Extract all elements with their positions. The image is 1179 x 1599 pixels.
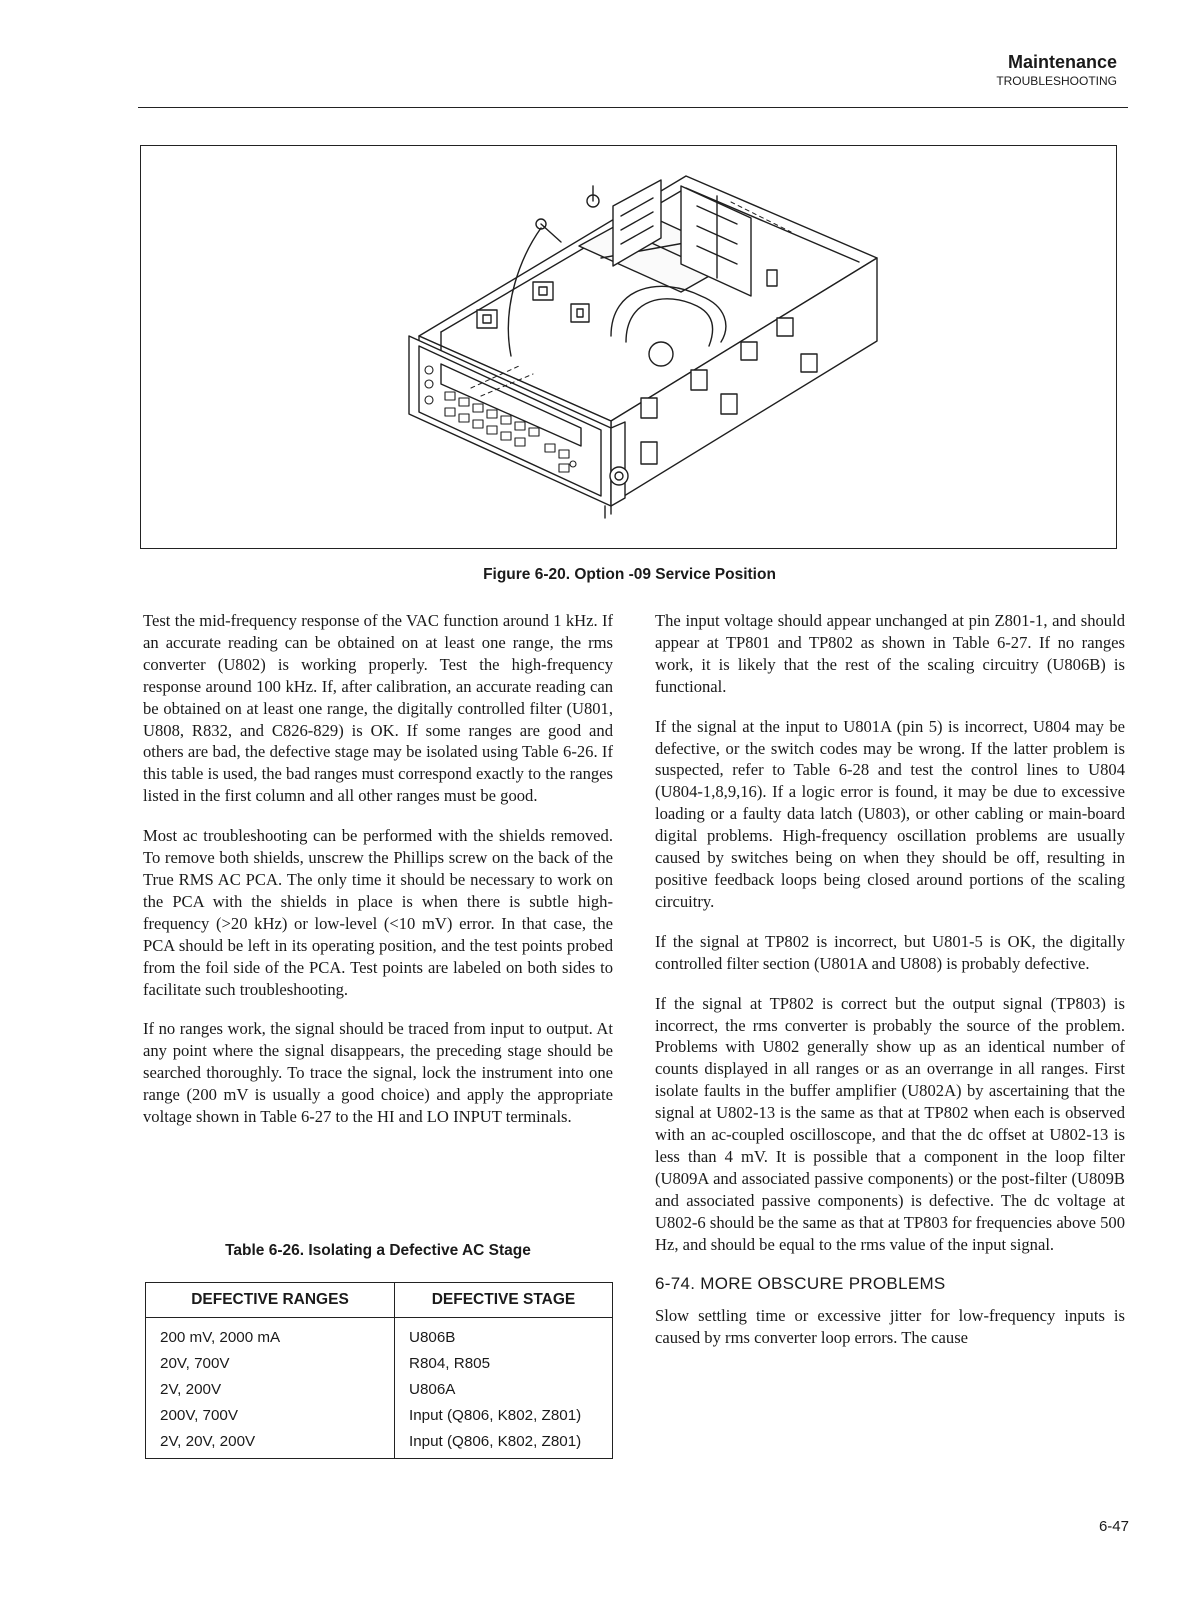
page-number: 6-47 xyxy=(1098,1518,1129,1535)
header-rule xyxy=(138,107,1128,108)
left-column xyxy=(143,610,613,1146)
column-header-stage: DEFECTIVE STAGE xyxy=(395,1283,613,1318)
figure-caption: Figure 6-20. Option -09 Service Position xyxy=(483,566,776,583)
table-cell: R804, R805 xyxy=(395,1350,613,1376)
table-row xyxy=(146,1376,613,1402)
table-cell: 20V, 700V xyxy=(146,1350,395,1376)
table-cell: 200 mV, 2000 mA xyxy=(146,1318,395,1351)
paragraph: If the signal at TP802 is incorrect, but U801-5 is OK, the digitally controlled filter section (U801A and U808) is probably defective. xyxy=(655,931,1125,973)
table-cell: 2V, 20V, 200V xyxy=(146,1428,395,1459)
table-cell: 200V, 700V xyxy=(146,1402,395,1428)
table-row xyxy=(146,1350,613,1376)
table-cell: U806B xyxy=(395,1318,613,1351)
paragraph: If the signal at TP802 is correct but the output signal (TP803) is incorrect, the rms converter is probably the source of the problem. Problems with U802 generally show up as an identical number of counts displayed in all ranges or as an overrange in all ranges. First isolate faults in the buffer amplifier (U802A) by ascertaining that the signal at U802-13 is the same as that at TP802 when each is observed with an ac-coupled oscilloscope, and that the dc offset at U802-13 is less than 4 mV. It is possible that a component in the loop filter (U809A and associated passive components) or the post-filter (U809B and associated passive components) is defective. The dc voltage at U802-6 should be the same as that at TP803 for frequencies above 500 Hz, and should be equal to the rms value of the input signal. xyxy=(655,993,1125,1254)
section-title: Maintenance xyxy=(1007,52,1117,72)
paragraph: Test the mid-frequency response of the VAC function around 1 kHz. If an accurate reading can be obtained on at least one range, the rms converter (U802) is working properly. Test the high-frequency response around 100 kHz. If, after calibration, an accurate reading can be obtained on at least one range, the digitally controlled filter (U801, U808, R832, and C826-829) is OK. If some ranges are good and others are bad, the defective stage may be isolated using Table 6-26. If this table is used, the bad ranges must correspond exactly to the ranges listed in the first column and all other ranges must be good. xyxy=(143,611,613,806)
defective-stage-table xyxy=(145,1282,613,1459)
section-heading: 6-74. MORE OBSCURE PROBLEMS xyxy=(655,1274,946,1294)
table-row xyxy=(146,1318,613,1351)
page-header xyxy=(996,52,1117,88)
table-row xyxy=(146,1428,613,1459)
table-cell: U806A xyxy=(395,1376,613,1402)
table-cell: 2V, 200V xyxy=(146,1376,395,1402)
table-cell: Input (Q806, K802, Z801) xyxy=(395,1428,613,1459)
table-row xyxy=(146,1402,613,1428)
figure-frame xyxy=(140,145,1117,549)
table-cell: Input (Q806, K802, Z801) xyxy=(395,1402,613,1428)
paragraph: If no ranges work, the signal should be traced from input to output. At any point where the signal disappears, the preceding stage should be searched thoroughly. To trace the signal, lock the instrument into one range (200 mV is usually a good choice) and apply the appropriate voltage shown in Table 6-27 to the HI and LO INPUT terminals. xyxy=(143,1019,613,1127)
table-title: Table 6-26. Isolating a Defective AC Stage xyxy=(225,1242,531,1259)
paragraph: Most ac troubleshooting can be performed with the shields removed. To remove both shields, unscrew the Phillips screw on the back of the True RMS AC PCA. The only time it should be necessary to work on the PCA with the shields in place is when there is subtle high-frequency (>20 kHz) or low-level (<10 mV) error. In that case, the PCA should be left in its operating position, and the test points probed from the foil side of the PCA. Test points are labeled on both sides to facilitate such troubleshooting. xyxy=(143,826,613,999)
service-position-illustration xyxy=(141,146,1116,548)
paragraph: The input voltage should appear unchanged at pin Z801-1, and should appear at TP801 and TP802 as shown in Table 6-27. If no ranges work, it is likely that the rest of the scaling circuitry (U806B) is functional. xyxy=(655,611,1125,696)
right-column xyxy=(655,610,1125,1367)
table-header-row xyxy=(146,1283,613,1318)
paragraph: Slow settling time or excessive jitter for low-frequency inputs is caused by rms converter loop errors. The cause xyxy=(655,1306,1125,1348)
column-header-ranges: DEFECTIVE RANGES xyxy=(146,1283,395,1318)
subsection-title: TROUBLESHOOTING xyxy=(996,74,1117,88)
paragraph: If the signal at the input to U801A (pin 5) is incorrect, U804 may be defective, or the switch codes may be wrong. If the latter problem is suspected, refer to Table 6-28 and test the control lines to U804 (U804-1,8,9,16). If a logic error is found, it may be due to excessive loading or a faulty data latch (U803), or other cabling or main-board digital problems. High-frequency oscillation problems are usually caused by switches being on when they should be off, resulting in positive feedback loops being closed around portions of the scaling circuitry. xyxy=(655,716,1125,911)
